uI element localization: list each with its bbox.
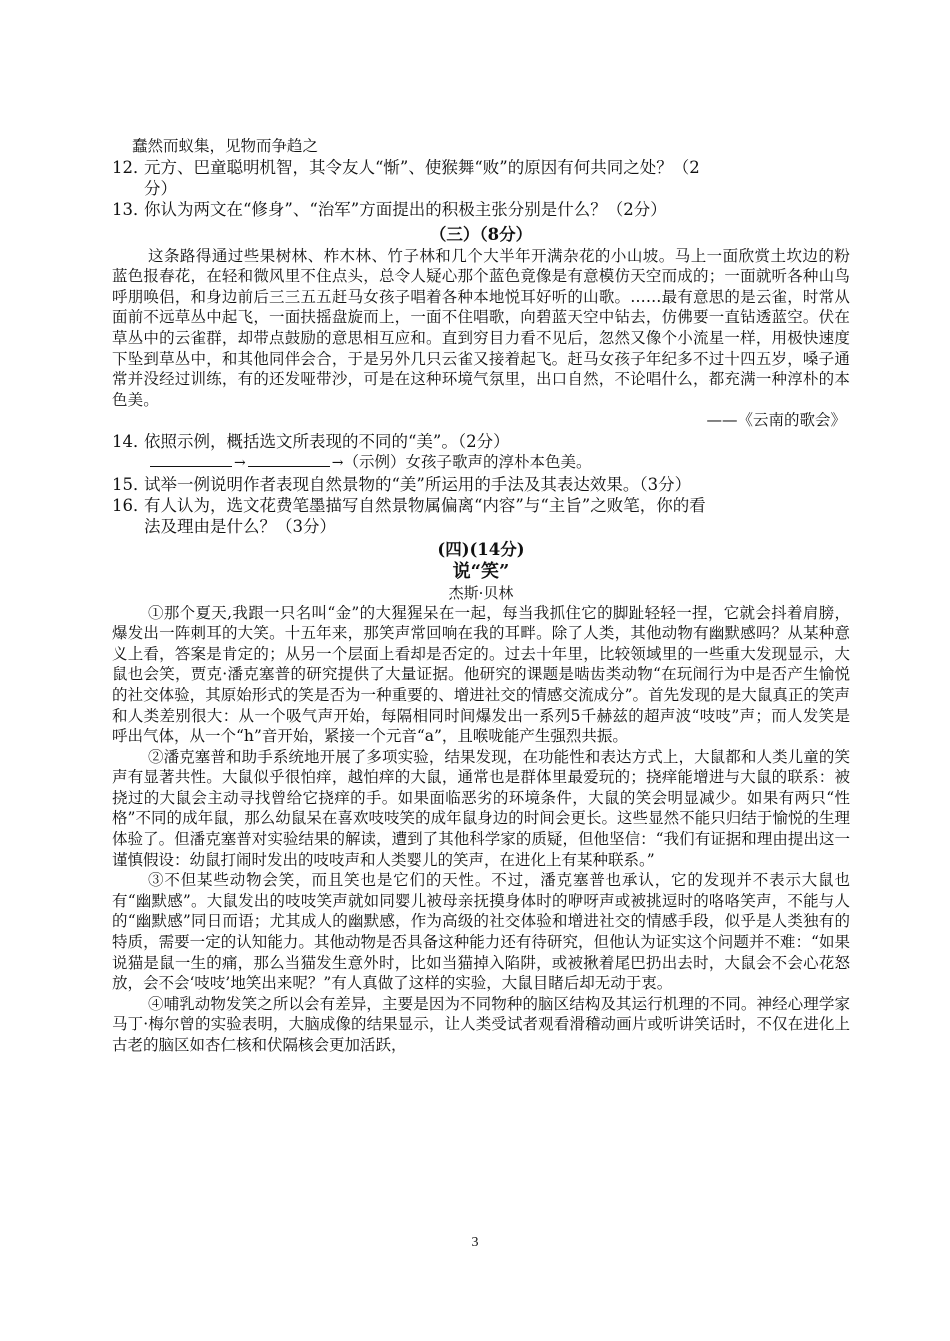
question-text: 试举一例说明作者表现自然景物的“美”所运用的手法及其表达效果。（3分） [144,474,692,494]
question-12 [112,157,850,199]
question-number: 13． [112,199,150,219]
answer-blank[interactable] [248,452,330,467]
article-paragraph-3: ③不但某些动物会笑，而且笑也是它们的天性。不过，潘克塞普也承认，它的发现并不表示大鼠也有“幽默感”。大鼠发出的吱吱笑声就如同婴儿被母亲抚摸身体时的咿呀声或被挑逗时的咯咯笑声，不能与人的“幽默感”同日而语；尤其成人的幽默感，作为高级的社交体验和增进社交的情感手段，似乎是人类独有的特质，需要一定的认知能力。其他动物是否具备这种能力还有待研究，但他认为证实这个问题并不难：“如果说猫是鼠一生的痛，那么当猫发生意外时，比如当猫掉入陷阱，或被揪着尾巴扔出去时，大鼠会不会心花怒放，会不会‘吱吱’地笑出来呢？”有人真做了这样的实验，大鼠目睹后却无动于衷。 [112,871,850,993]
top-line: 蠢然而蚁集，见物而争趋之 [132,137,319,155]
arrow-icon: → [234,454,246,471]
article-paragraph-4: ④哺乳动物发笑之所以会有差异，主要是因为不同物种的脑区结构及其运行机理的不同。神经心理学家马丁·梅尔曾的实验表明，大脑成像的结果显示，让人类受试者观看滑稽动画片或听讲笑话时，不仅在进化上古老的脑区如杏仁核和伏隔核会更加活跃， [112,994,850,1054]
question-text: 元方、巴童聪明机智，其令友人“惭”、使猴舞“败”的原因有何共同之处？（2 分） [144,157,700,198]
page-number: 3 [471,1235,479,1250]
article-title: 说“笑” [452,560,510,582]
section-3-heading: （三）（8分） [429,224,533,244]
question-text: 依照示例，概括选文所表现的不同的“美”。（2分） [144,431,510,451]
question-13 [112,199,850,220]
question-number: 15． [112,474,150,494]
q14-answer-line [112,452,850,474]
section-4-heading: (四)(14分) [437,539,525,559]
article-author: 杰斯·贝林 [448,583,514,602]
question-16 [112,495,850,537]
question-text: 有人认为，选文花费笔墨描写自然景物属偏离“内容”与“主旨”之败笔，你的看 法及理由是什么？（3分） [144,495,706,536]
answer-blank[interactable] [150,452,232,467]
question-number: 12． [112,157,150,177]
section-3-passage: 这条路得通过些果树林、柞木林、竹子林和几个大半年开满杂花的小山坡。马上一面欣赏土坎边的粉蓝色报春花，在轻和微风里不住点头，总令人疑心那个蓝色竟像是有意模仿天空而成的；一面就听各种山鸟呼朋唤侣，和身边前后三三五五赶马女孩子唱着各种本地悦耳好听的山歌。……最有意思的是云雀，时常从面前不远草丛中起飞，一面扶摇盘旋而上，一面不住唱歌，向碧蓝天空中钻去，仿佛要一直钻透蓝空。伏在草丛中的云雀群，却带点鼓励的意思相互应和。直到穷目力看不见后，忽然又像个小流星一样，用极快速度下坠到草丛中，和其他同伴会合，于是另外几只云雀又接着起飞。赶马女孩子年纪多不过十四五岁，嗓子通常并没经过训练，有的还发哑带沙，可是在这种环境气氛里，出口自然，不论唱什么，都充满一种淳朴的本色美。 [112,246,850,409]
question-text: 你认为两文在“修身”、“治军”方面提出的积极主张分别是什么？（2分） [144,199,667,219]
passage-source: ——《云南的歌会》 [706,411,846,430]
article-paragraph-1: ①那个夏天,我跟一只名叫“金”的大猩猩呆在一起，每当我抓住它的脚趾轻轻一捏，它就会抖着肩膀，爆发出一阵刺耳的大笑。十五年来，那笑声常回响在我的耳畔。除了人类，其他动物有幽默感吗？从某种意义上看，答案是肯定的；从另一个层面上看却是否定的。过去十年里，比较领域里的一些重大发现显示，大鼠也会笑，贾克·潘克塞普的研究提供了大量证据。他研究的课题是啮齿类动物“在玩闹行为中是否产生愉悦的社交体验，其原始形式的笑是否为一种重要的、增进社交的情感交流成分”。首先发现的是大鼠真正的笑声和人类差别很大：从一个吸气声开始，每隔相同时间爆发出一系列5千赫兹的超声波“吱吱”声；而人发笑是呼出气体，从一个“h”音开始，紧接一个元音“a”，且喉咙能产生强烈共振。 [112,603,850,746]
question-number: 16． [112,495,150,515]
question-14 [112,431,850,452]
example-text: （示例）女孩子歌声的淳朴本色美。 [343,452,592,471]
article-paragraph-2: ②潘克塞普和助手系统地开展了多项实验，结果发现，在功能性和表达方式上，大鼠都和人类儿童的笑声有显著共性。大鼠似乎很怕痒，越怕痒的大鼠，通常也是群体里最爱玩的；挠痒能增进与大鼠的联系：被挠过的大鼠会主动寻找曾给它挠痒的手。如果面临恶劣的环境条件，大鼠的笑会明显减少。如果有两只“性格”不同的成年鼠，那么幼鼠呆在喜欢吱吱笑的成年鼠身边的时间会更长。这些显然不能只归结于愉悦的生理体验了。但潘克塞普对实验结果的解读，遭到了其他科学家的质疑，但他坚信：“我们有证据和理由提出这一谨慎假设：幼鼠打闹时发出的吱吱声和人类婴儿的笑声，在进化上有某种联系。” [112,747,850,869]
page-content [112,136,850,1056]
arrow-icon: → [331,454,344,471]
question-15 [112,474,850,495]
question-number: 14． [112,431,150,451]
